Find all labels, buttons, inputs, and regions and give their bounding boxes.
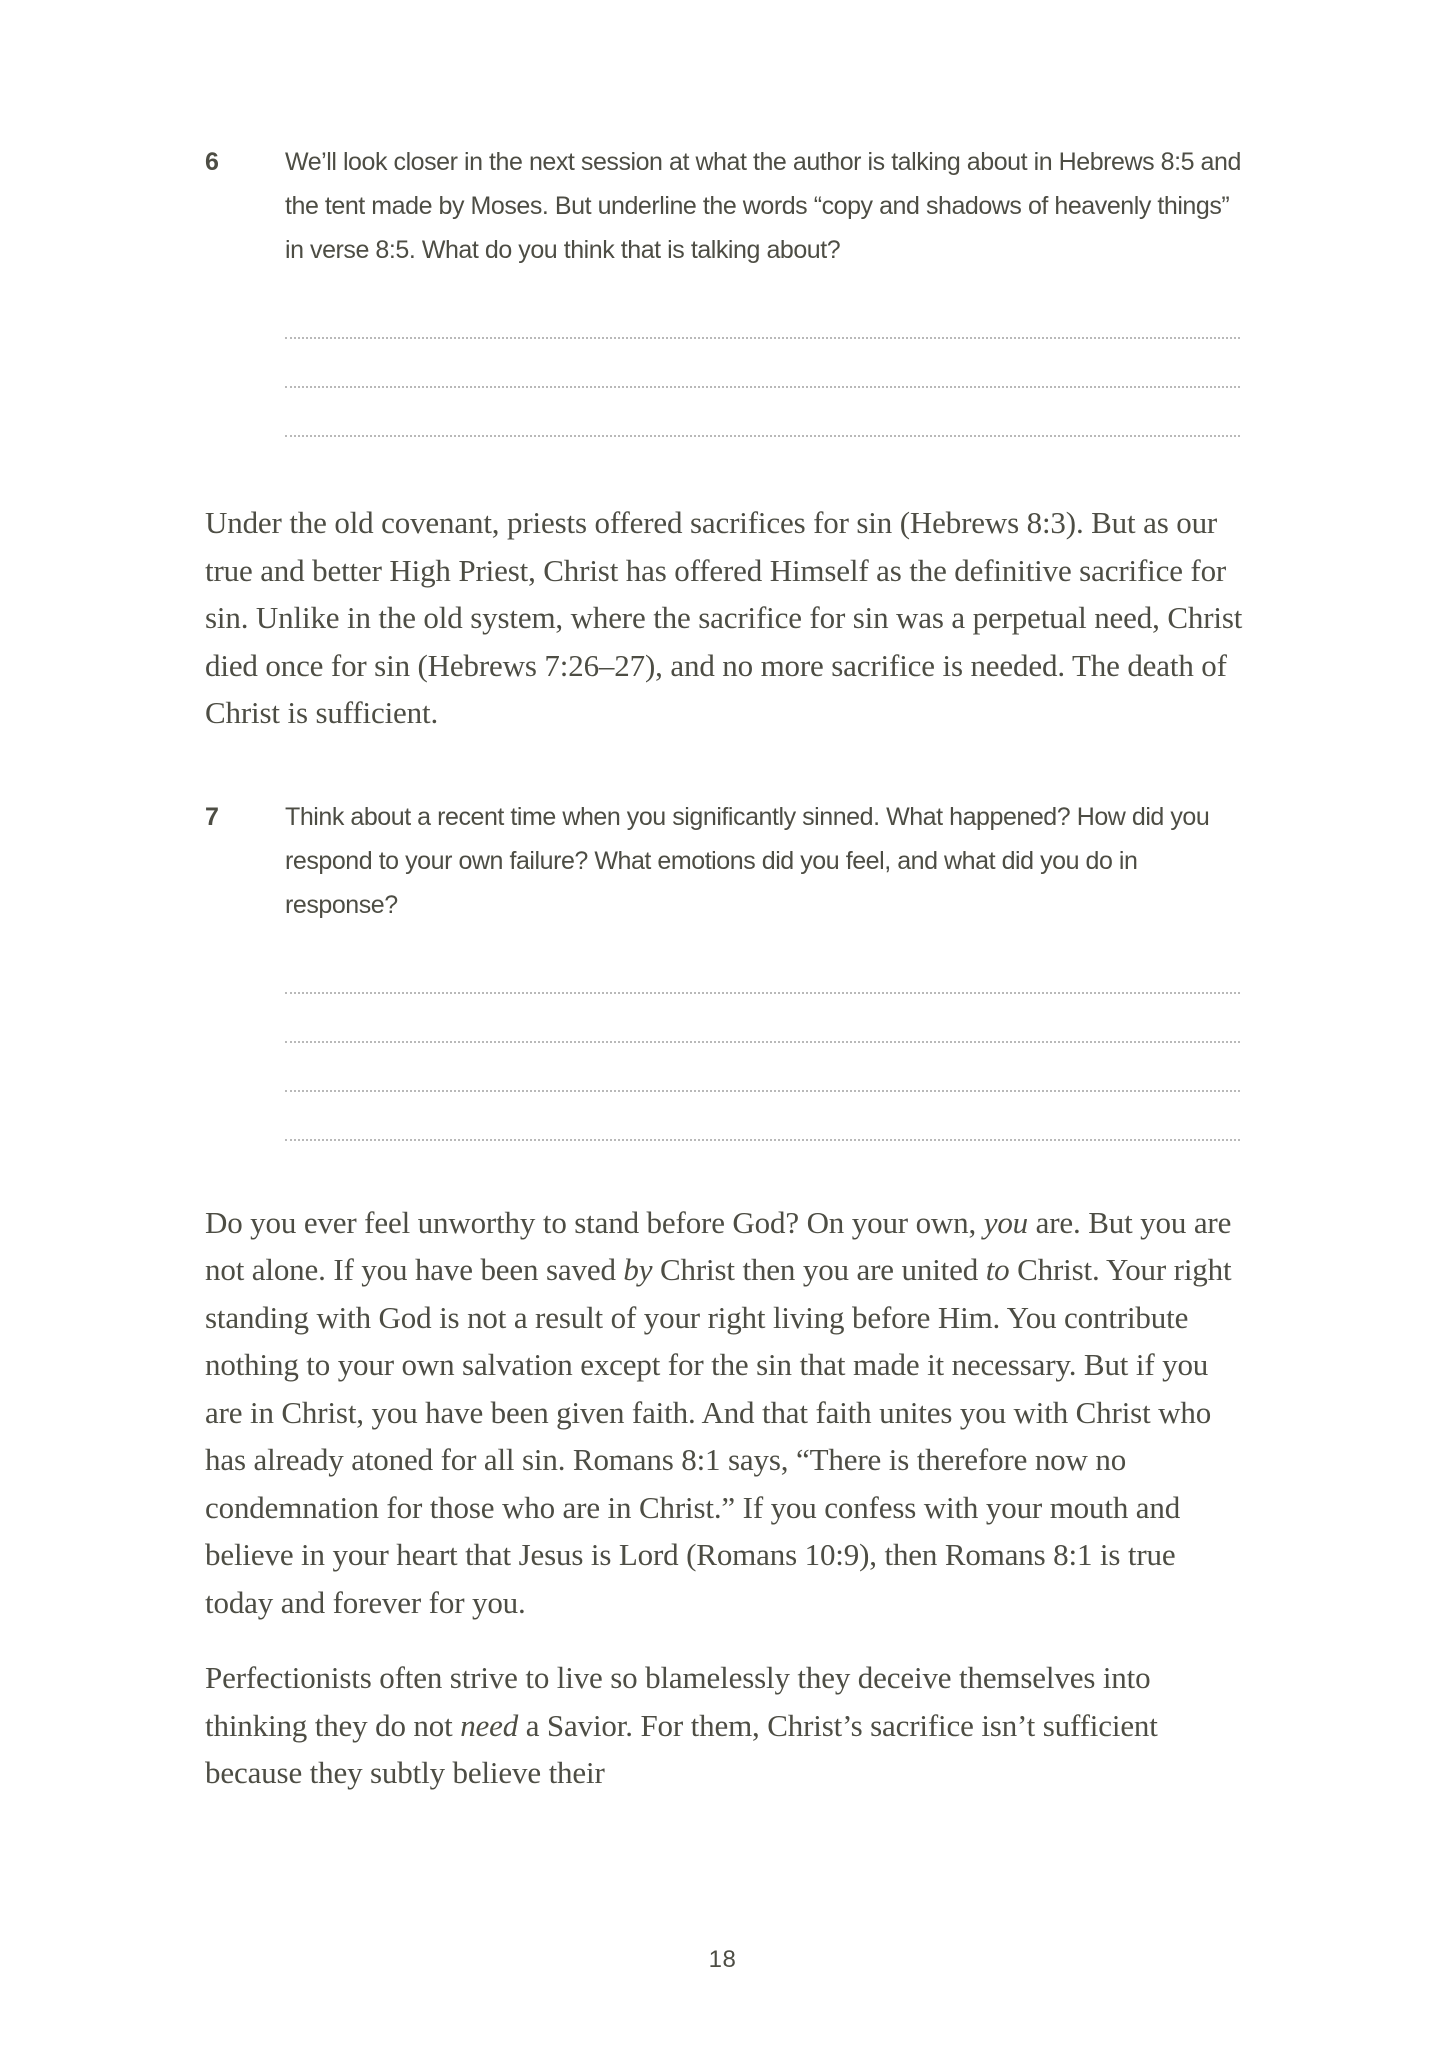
answer-line[interactable]	[285, 945, 1240, 994]
spacer	[205, 437, 1250, 499]
body-paragraph-unworthy: Do you ever feel unworthy to stand before God? On your own, you are. But you are not alone. If you have been saved by Christ then you are united to Christ. Your right standing with God is not a result of your right living before Him. You contribute nothing to your own salvation except for the sin that made it necessary. But if you are in Christ, you have been given faith. And that faith unites you with Christ who has already atoned for all sin. Romans 8:1 says, “There is therefore now no condemnation for those who are in Christ.” If you confess with your mouth and believe in your heart that Jesus is Lord (Romans 10:9), then Romans 8:1 is true today and forever for you.	[205, 1204, 1232, 1620]
answer-line[interactable]	[285, 290, 1240, 339]
answer-line[interactable]	[285, 339, 1240, 388]
emphasis-text: by	[623, 1252, 653, 1287]
page-content	[205, 140, 1250, 1797]
answer-lines-7[interactable]	[285, 945, 1250, 1141]
question-number: 6	[205, 148, 219, 176]
emphasis-text: you	[983, 1204, 1029, 1240]
question-item-6	[205, 140, 1250, 272]
answer-line[interactable]	[285, 388, 1240, 437]
body-paragraph-old-covenant: Under the old covenant, priests offered sacrifices for sin (Hebrews 8:3). But as our true and better High Priest, Christ has offered Himself as the definitive sacrifice for sin. Unlike in the old system, where the sacrifice for sin was a perpetual need, Christ died once for sin (Hebrews 7:26–27), and no more sacrifice is needed. The death of Christ is sufficient.	[205, 505, 1243, 730]
question-text: We’ll look closer in the next session at what the author is talking about in Hebrews 8:5 and the tent made by Moses. But underline the words “copy and shadows of heavenly things” in verse 8:5. What do you think that is talking about?	[285, 148, 1241, 264]
answer-lines-6[interactable]	[285, 290, 1250, 437]
emphasis-text: to	[985, 1252, 1010, 1287]
spacer	[205, 1141, 1250, 1199]
question-text: Think about a recent time when you significantly sinned. What happened? How did you respond to your own failure? What emotions did you feel, and what did you do in response?	[285, 802, 1210, 919]
answer-line[interactable]	[285, 1092, 1240, 1141]
question-item-7	[205, 795, 1250, 927]
question-number: 7	[205, 802, 219, 831]
page-number: 18	[708, 1946, 737, 1973]
answer-line[interactable]	[285, 994, 1240, 1043]
spacer	[205, 737, 1250, 795]
spacer	[205, 1626, 1250, 1654]
answer-line[interactable]	[285, 1043, 1240, 1092]
emphasis-text: need	[460, 1707, 519, 1743]
body-paragraph-perfectionists: Perfectionists often strive to live so blamelessly they deceive themselves into thinking they do not need a Savior. For them, Christ’s sacrifice isn’t sufficient because they subtly believe their	[205, 1660, 1158, 1790]
